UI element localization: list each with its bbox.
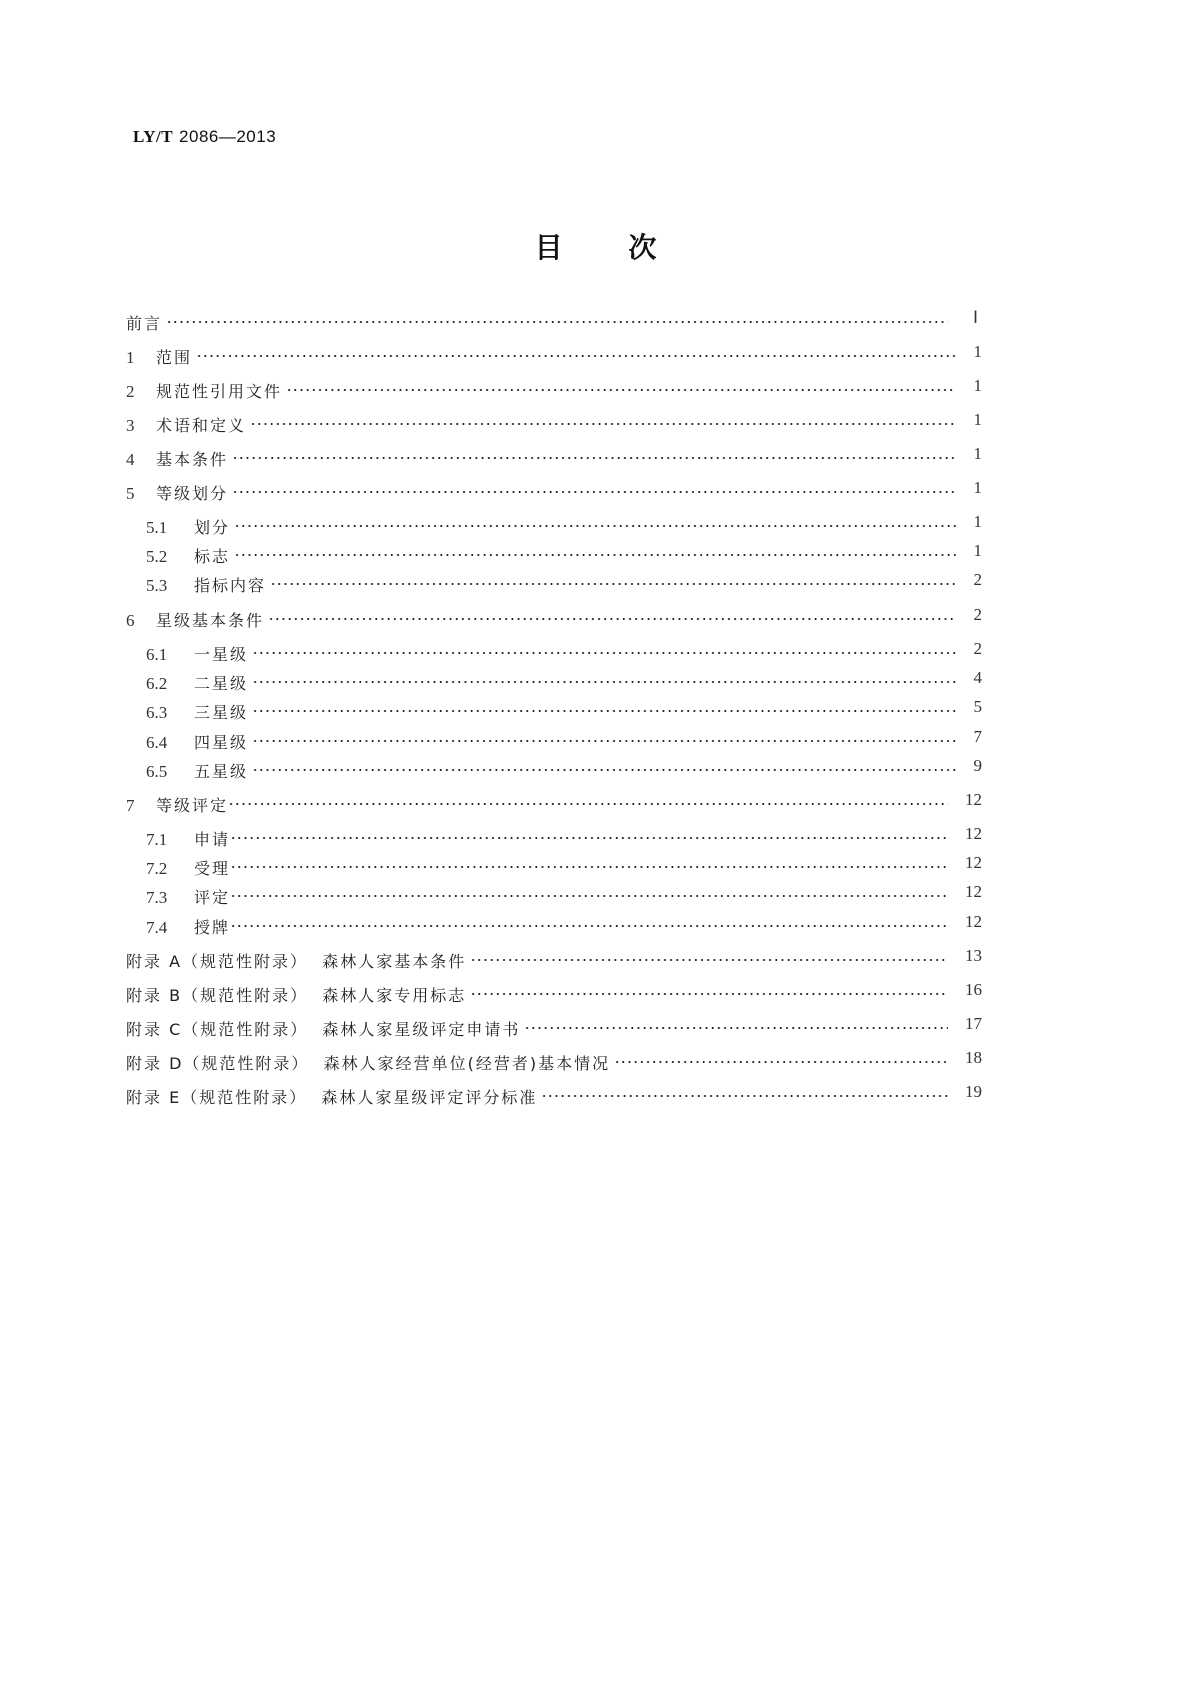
toc-leader-dots (270, 569, 956, 591)
toc-label: 授牌 (194, 918, 231, 937)
toc-label: 术语和定义 (156, 416, 247, 435)
toc-label: 评定 (194, 888, 231, 907)
toc-number: 6.4 (146, 733, 168, 752)
toc-label: 等级划分 (156, 484, 229, 503)
toc-number: 5.2 (146, 547, 168, 566)
toc-number: 7.2 (146, 859, 168, 878)
toc-entry-7-1[interactable] (146, 823, 982, 849)
toc-entry-3[interactable] (126, 409, 982, 435)
toc-entry-6[interactable] (126, 604, 982, 630)
toc-page: 12 (965, 912, 982, 931)
toc-entry-2[interactable] (126, 375, 982, 401)
toc-number: 6.1 (146, 645, 168, 664)
toc-entry-appendix-a[interactable] (126, 945, 982, 971)
title-char-1: 目 (534, 231, 563, 264)
toc-page: 12 (965, 882, 982, 901)
toc-number: 7.4 (146, 918, 168, 937)
toc-page: 2 (973, 605, 982, 624)
toc-label: 四星级 (194, 733, 249, 752)
toc-label: 附录 A（规范性附录） 森林人家基本条件 (126, 952, 467, 971)
toc-number: 7.3 (146, 888, 168, 907)
toc-page: Ⅰ (972, 308, 978, 327)
toc-leader-dots (230, 823, 948, 845)
toc-entry-5-1[interactable] (146, 511, 982, 537)
toc-leader-dots (470, 945, 948, 967)
toc-label: 指标内容 (194, 576, 267, 595)
toc-entry-5[interactable] (126, 477, 982, 503)
toc-page: 1 (973, 410, 982, 429)
toc-label: 划分 (194, 518, 231, 537)
toc-leader-dots (268, 604, 956, 626)
toc-number: 2 (126, 382, 135, 401)
toc-page: 9 (973, 756, 982, 775)
toc-leader-dots (524, 1013, 948, 1035)
toc-entry-7-4[interactable] (146, 911, 982, 937)
toc-leader-dots (252, 696, 956, 718)
toc-page: 1 (973, 342, 982, 361)
toc-page: 1 (973, 512, 982, 531)
toc-page: 12 (965, 824, 982, 843)
toc-page: 2 (973, 639, 982, 658)
toc-entry-7-2[interactable] (146, 852, 982, 878)
toc-page: 12 (965, 790, 982, 809)
toc-page: 16 (965, 980, 982, 999)
toc-number: 6 (126, 611, 135, 630)
toc-leader-dots (234, 540, 956, 562)
toc-page: 17 (965, 1014, 982, 1033)
toc-number: 5.3 (146, 576, 168, 595)
toc-leader-dots (196, 341, 956, 363)
toc-leader-dots (250, 409, 956, 431)
toc-leader-dots (232, 477, 956, 499)
toc-label: 等级评定 (156, 796, 229, 815)
toc-entry-5-3[interactable] (146, 569, 982, 595)
toc-leader-dots (252, 667, 956, 689)
toc-page: 4 (973, 668, 982, 687)
toc-entry-5-2[interactable] (146, 540, 982, 566)
toc-leader-dots (470, 979, 948, 1001)
toc-leader-dots (286, 375, 956, 397)
toc-entry-1[interactable] (126, 341, 982, 367)
toc-label: 附录 E（规范性附录） 森林人家星级评定评分标准 (126, 1088, 538, 1107)
toc-leader-dots (230, 911, 948, 933)
toc-label: 三星级 (194, 703, 249, 722)
toc-entry-6-5[interactable] (146, 755, 982, 781)
toc-page: 1 (973, 541, 982, 560)
toc-number: 6.2 (146, 674, 168, 693)
toc-leader-dots (230, 881, 948, 903)
toc-label: 二星级 (194, 674, 249, 693)
toc-entry-appendix-d[interactable] (126, 1047, 982, 1073)
toc-leader-dots (230, 852, 948, 874)
toc-entry-6-3[interactable] (146, 696, 982, 722)
toc-entry-appendix-c[interactable] (126, 1013, 982, 1039)
toc-page: 1 (973, 376, 982, 395)
toc-number: 3 (126, 416, 135, 435)
toc-entry-6-4[interactable] (146, 726, 982, 752)
toc-page: 5 (973, 697, 982, 716)
toc-leader-dots (541, 1081, 948, 1103)
toc-label: 一星级 (194, 645, 249, 664)
toc-page: 18 (965, 1048, 982, 1067)
title-char-2: 次 (628, 231, 657, 264)
standard-number: 2086—2013 (179, 127, 277, 146)
toc-label: 星级基本条件 (156, 611, 265, 630)
toc-page: 1 (973, 444, 982, 463)
toc-entry-6-1[interactable] (146, 638, 982, 664)
toc-entry-foreword[interactable] (126, 307, 978, 333)
toc-leader-dots (232, 443, 956, 465)
toc-number: 5.1 (146, 518, 168, 537)
toc-page: 12 (965, 853, 982, 872)
toc-leader-dots (166, 307, 948, 329)
toc-entry-4[interactable] (126, 443, 982, 469)
toc-number: 1 (126, 348, 135, 367)
toc-page: 7 (973, 727, 982, 746)
toc-label: 附录 C（规范性附录） 森林人家星级评定申请书 (126, 1020, 521, 1039)
toc-entry-appendix-b[interactable] (126, 979, 982, 1005)
toc-entry-6-2[interactable] (146, 667, 982, 693)
toc-leader-dots (252, 638, 956, 660)
toc-number: 6.5 (146, 762, 168, 781)
toc-number: 5 (126, 484, 135, 503)
toc-label: 附录 D（规范性附录） 森林人家经营单位(经营者)基本情况 (126, 1054, 611, 1073)
toc-number: 4 (126, 450, 135, 469)
toc-leader-dots (234, 511, 956, 533)
toc-label: 规范性引用文件 (156, 382, 283, 401)
toc-leader-dots (228, 789, 948, 811)
toc-entry-appendix-e[interactable] (126, 1081, 982, 1107)
toc-label: 范围 (156, 348, 193, 367)
toc-page: 13 (965, 946, 982, 965)
toc-label: 附录 B（规范性附录） 森林人家专用标志 (126, 986, 467, 1005)
toc-page: 2 (973, 570, 982, 589)
toc-label: 申请 (194, 830, 231, 849)
toc-number: 7 (126, 796, 135, 815)
toc-number: 6.3 (146, 703, 168, 722)
toc-label: 受理 (194, 859, 231, 878)
toc-page: 1 (973, 478, 982, 497)
toc-leader-dots (252, 755, 956, 777)
standard-prefix: LY/T (133, 127, 174, 146)
toc-entry-7-3[interactable] (146, 881, 982, 907)
toc-number: 7.1 (146, 830, 168, 849)
toc-label: 标志 (194, 547, 231, 566)
toc-label: 五星级 (194, 762, 249, 781)
toc-label: 前言 (126, 314, 163, 333)
toc-entry-7[interactable] (126, 789, 982, 815)
toc-page: 19 (965, 1082, 982, 1101)
toc-leader-dots (252, 726, 956, 748)
toc-label: 基本条件 (156, 450, 229, 469)
toc-leader-dots (614, 1047, 948, 1069)
